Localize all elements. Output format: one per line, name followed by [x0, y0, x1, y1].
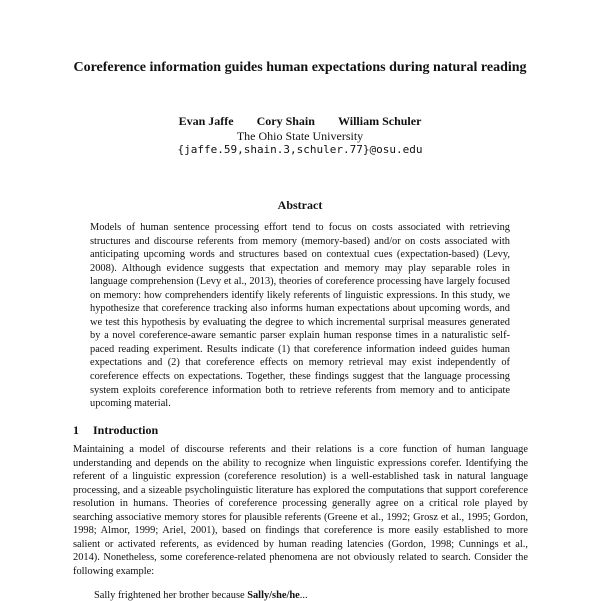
example-suffix: ...: [299, 590, 308, 601]
example-prefix: Sally frightened her brother because: [94, 590, 248, 601]
section-number: 1: [73, 423, 79, 437]
author-name: Evan Jaffe: [178, 114, 234, 128]
author-name: Cory Shain: [256, 114, 315, 128]
author-emails: {jaffe.59,shain.3,schuler.77}@osu.edu: [177, 143, 423, 156]
paper-title: Coreference information guides human expectations during natural reading: [73, 60, 527, 75]
example-bold: Sally/she/he: [247, 590, 300, 601]
intro-paragraph: Maintaining a model of discourse referents and their relations is a core function of human language understanding and depends on the ability to recognize when linguistic expressions corefer. Identifying the referent of a linguistic expression (coreference resolution) is a well-established task in natural language processing, and a sizeable psycholinguistic literature has explored the computations that support coreference resolution in humans. Theories of coreference processing generally agree on a critical role played by searching associative memory stores for plausible referents (Greene et al., 1992; Grosz et al., 1995; Gordon, 1998; Almor, 1999; Ariel, 2001), based on findings that coreference is more easily established to more salient or activated referents, as evidenced by human reading latencies (Gordon, 1998; Cunnings et al., 2014). Nonetheless, some coreference-related phenomena are not obviously related to search. Consider the following example:: [73, 444, 528, 577]
abstract-body: [90, 221, 510, 411]
author-list: [60, 114, 540, 129]
abstract-heading: Abstract: [277, 198, 323, 212]
section-heading: [73, 423, 158, 438]
author-name: William Schuler: [337, 114, 422, 128]
example-sentence: [94, 590, 308, 601]
section-title: Introduction: [93, 423, 159, 437]
abstract-paragraph: Models of human sentence processing effort tend to focus on costs associated with retrieving structures and discourse referents from memory (memory-based) and/or on costs associated with anticipating upcoming words and structures based on contextual cues (expectation-based) (Levy, 2008). Although evidence suggests that expectation and memory may play separable roles in language comprehension (Levy et al., 2013), theories of coreference processing have largely focused on memory: how comprehenders identify likely referents of linguistic expressions. In this study, we hypothesize that coreference tracking also informs human expectations about upcoming words, and we test this hypothesis by evaluating the degree to which incremental surprisal measures generated by a novel coreference-aware semantic parser explain human response times in a naturalistic self-paced reading experiment. Results indicate (1) that coreference information indeed guides human expectations and (2) that coreference effects on memory retrieval may exist independently of coreference effects on expectations. Together, these findings suggest that the language processing system exploits coreference information both to retrieve referents from memory and to anticipate upcoming material.: [90, 222, 510, 410]
affiliation: The Ohio State University: [236, 129, 364, 143]
introduction-body: [73, 443, 528, 578]
